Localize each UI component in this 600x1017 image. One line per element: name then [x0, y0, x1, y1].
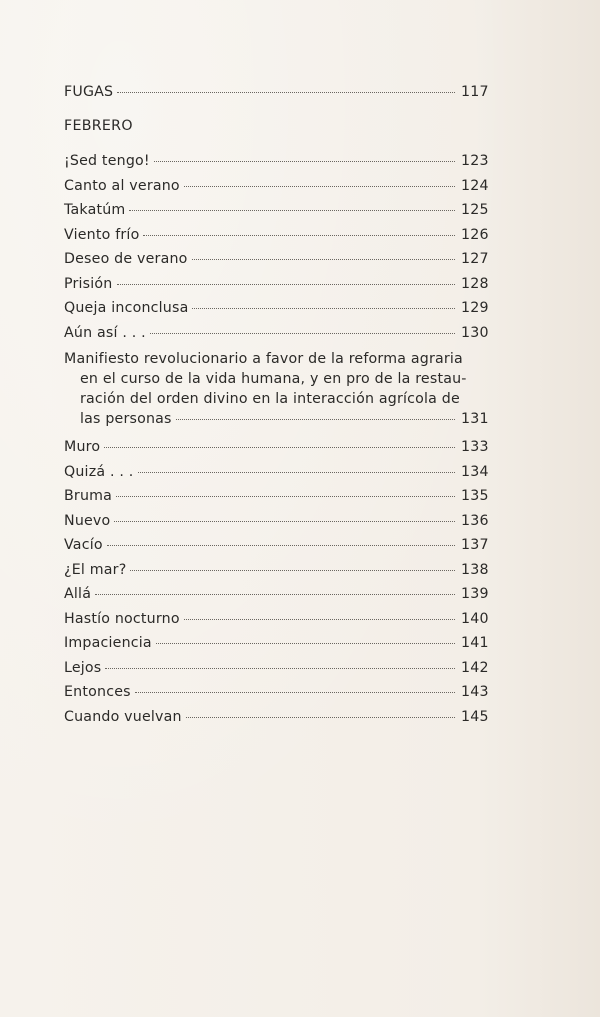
- dot-leader: [143, 235, 455, 236]
- dot-leader: [130, 570, 455, 571]
- toc-entry-page: 138: [461, 561, 489, 578]
- toc-entry-page: 127: [461, 251, 489, 267]
- table-of-contents: [64, 80, 488, 729]
- toc-entry-long: [64, 349, 488, 429]
- toc-entry-page: 145: [461, 708, 489, 725]
- toc-entry-title: Entonces: [64, 684, 131, 700]
- toc-entry-title: ¿El mar?: [64, 561, 127, 578]
- dot-leader: [154, 161, 455, 162]
- toc-entry-page: 129: [461, 300, 489, 316]
- toc-entry-title-line: las personas: [80, 411, 172, 427]
- dot-leader: [95, 594, 455, 595]
- toc-entry-page: 137: [461, 537, 489, 553]
- dot-leader: [184, 619, 455, 620]
- toc-entry-page: 140: [461, 610, 489, 627]
- toc-entry-page: 143: [461, 684, 489, 700]
- toc-entry-page: 139: [461, 586, 489, 602]
- dot-leader: [192, 259, 455, 260]
- toc-entry: [64, 533, 488, 558]
- toc-entry-page: 134: [461, 463, 489, 480]
- toc-entry-page: 135: [461, 488, 489, 504]
- toc-entry-title: Impaciencia: [64, 635, 152, 651]
- toc-entry: [64, 558, 488, 583]
- toc-entry: [64, 631, 488, 656]
- toc-entry-page: 131: [461, 411, 489, 427]
- toc-entry-title: Hastío nocturno: [64, 610, 180, 627]
- toc-entry-page: 123: [461, 153, 489, 169]
- toc-entry-page: 125: [461, 202, 489, 218]
- toc-entry: [64, 484, 488, 509]
- toc-entry: [64, 198, 488, 223]
- dot-leader: [129, 210, 455, 211]
- toc-entry: [64, 680, 488, 705]
- dot-leader: [138, 472, 455, 473]
- toc-entry-title: Aún así . . .: [64, 324, 146, 341]
- dot-leader: [135, 692, 455, 693]
- toc-entry-title: FUGAS: [64, 84, 114, 100]
- section-title: FEBRERO: [64, 117, 133, 134]
- toc-entry: [64, 607, 488, 632]
- toc-entry-title: Prisión: [64, 275, 113, 292]
- toc-entry-title: Canto al verano: [64, 177, 180, 194]
- dot-leader: [117, 92, 455, 93]
- toc-entry: [64, 656, 488, 681]
- toc-entry: [64, 460, 488, 485]
- toc-entry-title: Takatúm: [64, 202, 126, 218]
- toc-entry-page: 126: [461, 226, 489, 243]
- toc-entry-title: Vacío: [64, 537, 103, 553]
- toc-entry: [64, 321, 488, 346]
- dot-leader: [116, 496, 455, 497]
- toc-entry-title: ¡Sed tengo!: [64, 153, 150, 169]
- toc-entry-title-line: Manifiesto revolucionario a favor de la reforma agraria: [64, 351, 463, 367]
- dot-leader: [107, 545, 455, 546]
- dot-leader: [184, 186, 455, 187]
- toc-entry: [64, 582, 488, 607]
- dot-leader: [104, 447, 455, 448]
- toc-entry-page: 133: [461, 439, 489, 455]
- dot-leader: [150, 333, 455, 334]
- toc-entry-page: 130: [461, 324, 489, 341]
- toc-entry: [64, 296, 488, 321]
- toc-entry-title: Cuando vuelvan: [64, 708, 182, 725]
- toc-entry-fugas: [64, 80, 488, 105]
- toc-entry: [64, 247, 488, 272]
- toc-entry-title: Lejos: [64, 659, 102, 676]
- dot-leader: [186, 717, 455, 718]
- dot-leader: [114, 521, 455, 522]
- toc-entry-page: 141: [461, 635, 489, 651]
- toc-entry: [64, 149, 488, 174]
- toc-entry-page: 128: [461, 275, 489, 292]
- toc-entry: [64, 223, 488, 248]
- toc-entry-page: 124: [461, 177, 489, 194]
- toc-entry-page: 136: [461, 512, 489, 529]
- toc-entry-title: Deseo de verano: [64, 251, 188, 267]
- toc-entry: [64, 509, 488, 534]
- toc-entry: [64, 272, 488, 297]
- dot-leader: [176, 419, 455, 420]
- toc-entry: [64, 435, 488, 460]
- toc-entry-page: 142: [461, 659, 489, 676]
- toc-entry-title: Muro: [64, 439, 101, 455]
- toc-entry-title: Quizá . . .: [64, 463, 134, 480]
- toc-entry-title: Queja inconclusa: [64, 300, 189, 316]
- dot-leader: [105, 668, 455, 669]
- toc-entry-page: 117: [461, 84, 489, 100]
- dot-leader: [156, 643, 455, 644]
- toc-entry-title: Allá: [64, 586, 92, 602]
- toc-entry: [64, 174, 488, 199]
- toc-entry-title-line: en el curso de la vida humana, y en pro de la restau-: [80, 371, 467, 387]
- toc-entry: [64, 705, 488, 730]
- dot-leader: [117, 284, 456, 285]
- toc-entry-title-line: ración del orden divino en la interacción agrícola de: [80, 391, 460, 407]
- toc-entry-title: Nuevo: [64, 512, 111, 529]
- toc-entry-title: Viento frío: [64, 226, 140, 243]
- toc-entry-title: Bruma: [64, 488, 113, 504]
- dot-leader: [192, 308, 455, 309]
